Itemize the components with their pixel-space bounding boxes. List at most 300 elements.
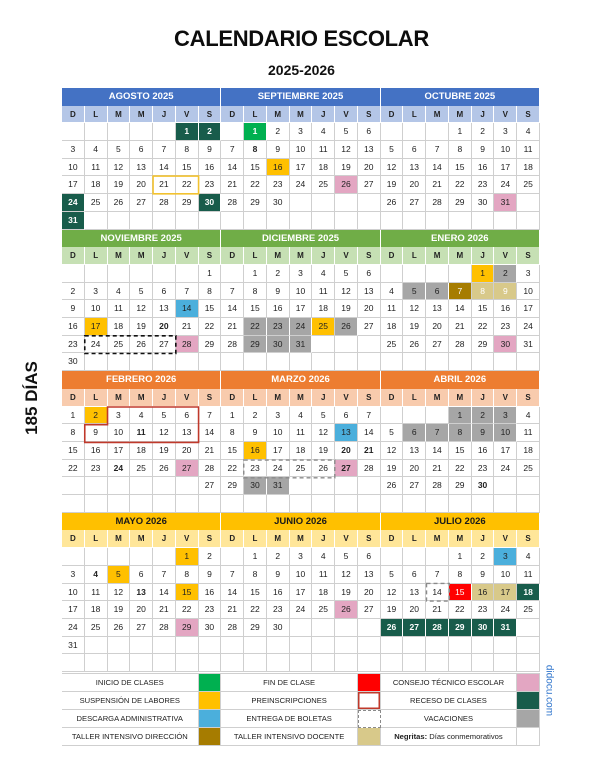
empty-cell [244,495,267,513]
day-cell: 10 [62,159,85,177]
week-row [62,601,221,619]
day-cell: 9 [244,424,267,442]
day-cell: 18 [290,442,313,460]
day-cell: 11 [312,141,335,159]
day-cell-fin: 15 [449,584,472,602]
month-mayo [62,513,221,672]
day-cell: 12 [130,300,153,318]
day-cell: 21 [176,318,199,336]
day-cell: 3 [85,283,108,301]
day-cell: 13 [176,424,199,442]
month-agosto [62,88,221,230]
weekday-label: L [85,389,108,407]
day-cell: 24 [517,318,540,336]
week-row [381,265,540,283]
day-cell: 23 [267,176,290,194]
empty-cell [335,495,358,513]
day-cell-taller-docente-light: 9 [494,283,517,301]
empty-cell [267,654,290,672]
day-cell: 18 [85,601,108,619]
day-cell: 22 [176,601,199,619]
day-cell: 2 [62,283,85,301]
weekday-label: S [517,530,540,548]
empty-cell [221,123,244,141]
day-cell: 5 [381,141,404,159]
weekday-label: M [130,530,153,548]
day-cell: 15 [62,442,85,460]
day-cell: 25 [108,336,131,354]
week-row [221,548,380,566]
weekday-label: S [199,389,222,407]
day-cell: 18 [108,318,131,336]
weekday-label: V [494,106,517,124]
day-cell: 29 [244,194,267,212]
day-cell: 26 [403,336,426,354]
day-cell: 21 [221,318,244,336]
legend-swatch-fin [358,674,381,692]
day-cell: 18 [85,176,108,194]
empty-cell [449,654,472,672]
day-cell: 12 [108,584,131,602]
legend-swatch-receso [517,692,540,710]
day-cell-receso: 1 [176,123,199,141]
day-cell: 24 [85,336,108,354]
empty-cell [153,637,176,655]
empty-cell [403,654,426,672]
day-cell: 7 [153,141,176,159]
weekday-label: S [358,530,381,548]
empty-cell [403,637,426,655]
day-cell: 23 [199,176,222,194]
day-cell: 1 [244,548,267,566]
week-row [221,353,380,371]
legend-swatch-vacaciones [517,710,540,728]
empty-cell [153,212,176,230]
empty-cell [403,212,426,230]
weekday-label: J [472,106,495,124]
legend-label: FIN DE CLASE [221,674,358,692]
day-cell: 16 [472,159,495,177]
day-cell: 10 [85,300,108,318]
week-row [62,318,221,336]
empty-cell [176,654,199,672]
legend-label: PREINSCRIPCIONES [221,692,358,710]
empty-cell [381,212,404,230]
week-row [381,159,540,177]
day-cell-receso: 18 [517,584,540,602]
day-cell: 14 [426,159,449,177]
day-cell: 28 [426,194,449,212]
day-cell: 25 [517,460,540,478]
day-cell: 16 [494,300,517,318]
week-row [381,141,540,159]
day-cell: 26 [108,619,131,637]
day-cell: 21 [449,318,472,336]
day-cell: 12 [381,584,404,602]
week-row [221,141,380,159]
week-row [221,495,380,513]
day-cell: 8 [176,141,199,159]
day-cell: 3 [267,407,290,425]
day-cell: 28 [426,477,449,495]
total-days-label: 185 DÍAS [22,361,41,435]
empty-cell [472,495,495,513]
day-cell-consejo: 31 [494,194,517,212]
day-cell: 3 [494,123,517,141]
day-cell: 25 [312,176,335,194]
day-cell-suspension: 1 [176,548,199,566]
empty-cell [494,477,517,495]
day-cell: 4 [312,265,335,283]
week-row [62,495,221,513]
day-cell: 27 [358,318,381,336]
day-cell: 6 [403,566,426,584]
day-cell-consejo: 28 [176,336,199,354]
day-cell: 15 [244,300,267,318]
empty-cell [108,495,131,513]
empty-cell [517,194,540,212]
week-row [221,194,380,212]
day-cell: 16 [472,442,495,460]
day-cell: 12 [381,159,404,177]
legend-row [62,674,540,692]
day-cell: 25 [290,460,313,478]
empty-cell [335,637,358,655]
day-cell: 8 [176,566,199,584]
legend-swatch-consejo [517,674,540,692]
empty-cell [358,619,381,637]
day-cell: 26 [153,460,176,478]
day-cell-taller-docente: 17 [494,584,517,602]
weekday-label: M [130,389,153,407]
day-cell: 20 [403,176,426,194]
empty-cell [426,637,449,655]
day-cell: 25 [381,336,404,354]
day-cell: 5 [312,407,335,425]
day-cell: 4 [85,566,108,584]
month-abril [381,371,540,513]
weekday-header-row [381,106,540,124]
empty-cell [517,477,540,495]
month-marzo [221,371,380,513]
month-header: JUNIO 2026 [221,513,380,531]
day-cell: 8 [449,566,472,584]
day-cell: 19 [108,176,131,194]
empty-cell [62,495,85,513]
empty-cell [358,212,381,230]
empty-cell [494,637,517,655]
empty-cell [153,353,176,371]
week-row [221,407,380,425]
weekday-header-row [381,530,540,548]
day-cell-receso: 28 [426,619,449,637]
empty-cell [62,548,85,566]
weekday-label: M [290,106,313,124]
empty-cell [426,353,449,371]
week-row [221,460,380,478]
day-cell: 17 [494,442,517,460]
empty-cell [426,654,449,672]
month-header: SEPTIEMBRE 2025 [221,88,380,106]
day-cell: 20 [358,300,381,318]
empty-cell [403,407,426,425]
day-cell: 10 [267,424,290,442]
day-cell: 4 [290,407,313,425]
empty-cell [517,212,540,230]
day-cell: 30 [472,194,495,212]
day-cell: 11 [517,141,540,159]
school-year: 2025-2026 [268,62,335,78]
day-cell: 13 [426,300,449,318]
empty-cell [358,353,381,371]
week-row [381,566,540,584]
day-cell: 10 [494,566,517,584]
day-cell: 11 [517,566,540,584]
day-cell: 10 [290,141,313,159]
day-cell: 27 [130,194,153,212]
day-cell: 16 [199,584,222,602]
week-row [62,637,221,655]
empty-cell [85,477,108,495]
weekday-label: M [267,247,290,265]
empty-cell [381,637,404,655]
day-cell: 1 [221,407,244,425]
empty-cell [108,477,131,495]
legend-label: ENTREGA DE BOLETAS [221,710,358,728]
day-cell: 29 [449,194,472,212]
week-row [221,477,380,495]
day-cell: 21 [199,442,222,460]
day-cell: 18 [312,300,335,318]
day-cell: 21 [221,601,244,619]
week-row [221,176,380,194]
day-cell: 8 [62,424,85,442]
weekday-header-row [221,530,380,548]
day-cell-receso: 31 [62,212,85,230]
empty-cell [290,212,313,230]
month-header: ABRIL 2026 [381,371,540,389]
empty-cell [312,353,335,371]
day-cell: 13 [403,442,426,460]
day-cell: 27 [130,619,153,637]
empty-cell [403,495,426,513]
day-cell: 21 [221,176,244,194]
empty-cell [267,353,290,371]
day-cell: 6 [153,283,176,301]
empty-cell [108,654,131,672]
weekday-label: J [312,106,335,124]
legend-label: TALLER INTENSIVO DOCENTE [221,728,358,746]
day-cell: 19 [108,601,131,619]
weekday-label: M [130,106,153,124]
weekday-label: D [221,389,244,407]
day-cell: 27 [358,601,381,619]
day-cell: 7 [221,566,244,584]
day-cell: 12 [312,424,335,442]
day-cell-consejo: 26 [335,601,358,619]
week-row [221,212,380,230]
day-cell: 10 [290,283,313,301]
empty-cell [85,548,108,566]
weekday-label: M [267,389,290,407]
empty-cell [358,477,381,495]
day-cell: 20 [130,176,153,194]
day-cell: 9 [62,300,85,318]
day-cell-receso: 29 [449,619,472,637]
empty-cell [449,212,472,230]
day-cell: 6 [358,123,381,141]
day-cell: 30 [62,353,85,371]
day-cell: 22 [199,318,222,336]
day-cell: 23 [494,318,517,336]
day-cell: 22 [472,318,495,336]
week-row [221,637,380,655]
empty-cell [176,637,199,655]
day-cell-vacaciones: 2 [494,265,517,283]
empty-cell [85,123,108,141]
day-cell: 16 [62,318,85,336]
empty-cell [381,548,404,566]
empty-cell [381,654,404,672]
week-row [62,159,221,177]
day-cell: 25 [312,601,335,619]
weekday-label: D [62,389,85,407]
day-cell-consejo: 29 [176,619,199,637]
day-cell-vacaciones: 10 [494,424,517,442]
day-cell: 1 [449,123,472,141]
empty-cell [312,477,335,495]
empty-cell [153,477,176,495]
day-cell: 17 [62,176,85,194]
weekday-label: S [358,389,381,407]
empty-cell [244,637,267,655]
day-cell-vacaciones: 23 [267,318,290,336]
day-cell: 21 [426,601,449,619]
empty-cell [85,654,108,672]
day-cell: 4 [85,141,108,159]
empty-cell [335,194,358,212]
empty-cell [290,495,313,513]
legend-label: DESCARGA ADMINISTRATIVA [62,710,199,728]
day-cell: 16 [85,442,108,460]
week-row [62,619,221,637]
empty-cell [267,495,290,513]
empty-cell [244,353,267,371]
day-cell: 6 [358,265,381,283]
month-header: DICIEMBRE 2025 [221,230,380,248]
weekday-header-row [381,389,540,407]
day-cell: 25 [85,194,108,212]
day-cell: 10 [108,424,131,442]
day-cell: 15 [244,584,267,602]
day-cell: 25 [517,176,540,194]
day-cell: 3 [517,265,540,283]
day-cell: 17 [290,584,313,602]
empty-cell [62,265,85,283]
empty-cell [472,637,495,655]
weekday-label: M [267,530,290,548]
day-cell: 24 [290,176,313,194]
weekday-label: M [290,247,313,265]
empty-cell [403,548,426,566]
legend-swatch-none [517,728,540,746]
day-cell: 18 [312,159,335,177]
day-cell: 26 [312,460,335,478]
day-cell: 4 [108,283,131,301]
weekday-label: M [290,389,313,407]
day-cell: 18 [312,584,335,602]
day-cell: 8 [199,283,222,301]
week-row [221,424,380,442]
day-cell: 6 [130,566,153,584]
weekday-label: J [472,389,495,407]
week-row [381,318,540,336]
day-cell: 13 [358,141,381,159]
day-cell-receso: 26 [381,619,404,637]
day-cell: 7 [426,141,449,159]
day-cell: 9 [199,141,222,159]
day-cell: 21 [153,176,176,194]
week-row [221,584,380,602]
day-cell-vacaciones: 5 [403,283,426,301]
weekday-label: M [449,530,472,548]
day-cell-descarga: 13 [335,424,358,442]
day-cell: 5 [335,265,358,283]
day-cell: 19 [130,318,153,336]
day-cell: 21 [358,442,381,460]
empty-cell [449,265,472,283]
day-cell: 23 [244,460,267,478]
week-row [62,353,221,371]
weekday-label: D [221,530,244,548]
legend-label: Negritas: Días conmemorativos [381,728,518,746]
day-cell: 11 [312,283,335,301]
watermark-link[interactable]: didocu.com [543,664,555,717]
month-header: AGOSTO 2025 [62,88,221,106]
day-cell: 9 [199,566,222,584]
week-row [381,548,540,566]
day-cell-vacaciones: 9 [472,424,495,442]
day-cell: 22 [244,176,267,194]
day-cell: 29 [244,619,267,637]
day-cell: 17 [267,442,290,460]
day-cell: 3 [290,548,313,566]
day-cell: 23 [199,601,222,619]
empty-cell [517,654,540,672]
day-cell: 14 [426,584,449,602]
day-cell-receso: 2 [199,123,222,141]
empty-cell [335,619,358,637]
legend-swatch-dashed [358,710,381,728]
week-row [221,265,380,283]
day-cell-consejo: 27 [335,460,358,478]
empty-cell [290,353,313,371]
empty-cell [108,212,131,230]
week-row [381,212,540,230]
legend-label: VACACIONES [381,710,518,728]
day-cell: 19 [312,442,335,460]
week-row [381,336,540,354]
week-row [381,424,540,442]
empty-cell [221,265,244,283]
day-cell: 16 [267,300,290,318]
empty-cell [494,212,517,230]
day-cell-consejo: 30 [494,336,517,354]
week-row [381,637,540,655]
day-cell: 14 [221,584,244,602]
day-cell: 23 [85,460,108,478]
empty-cell [153,265,176,283]
